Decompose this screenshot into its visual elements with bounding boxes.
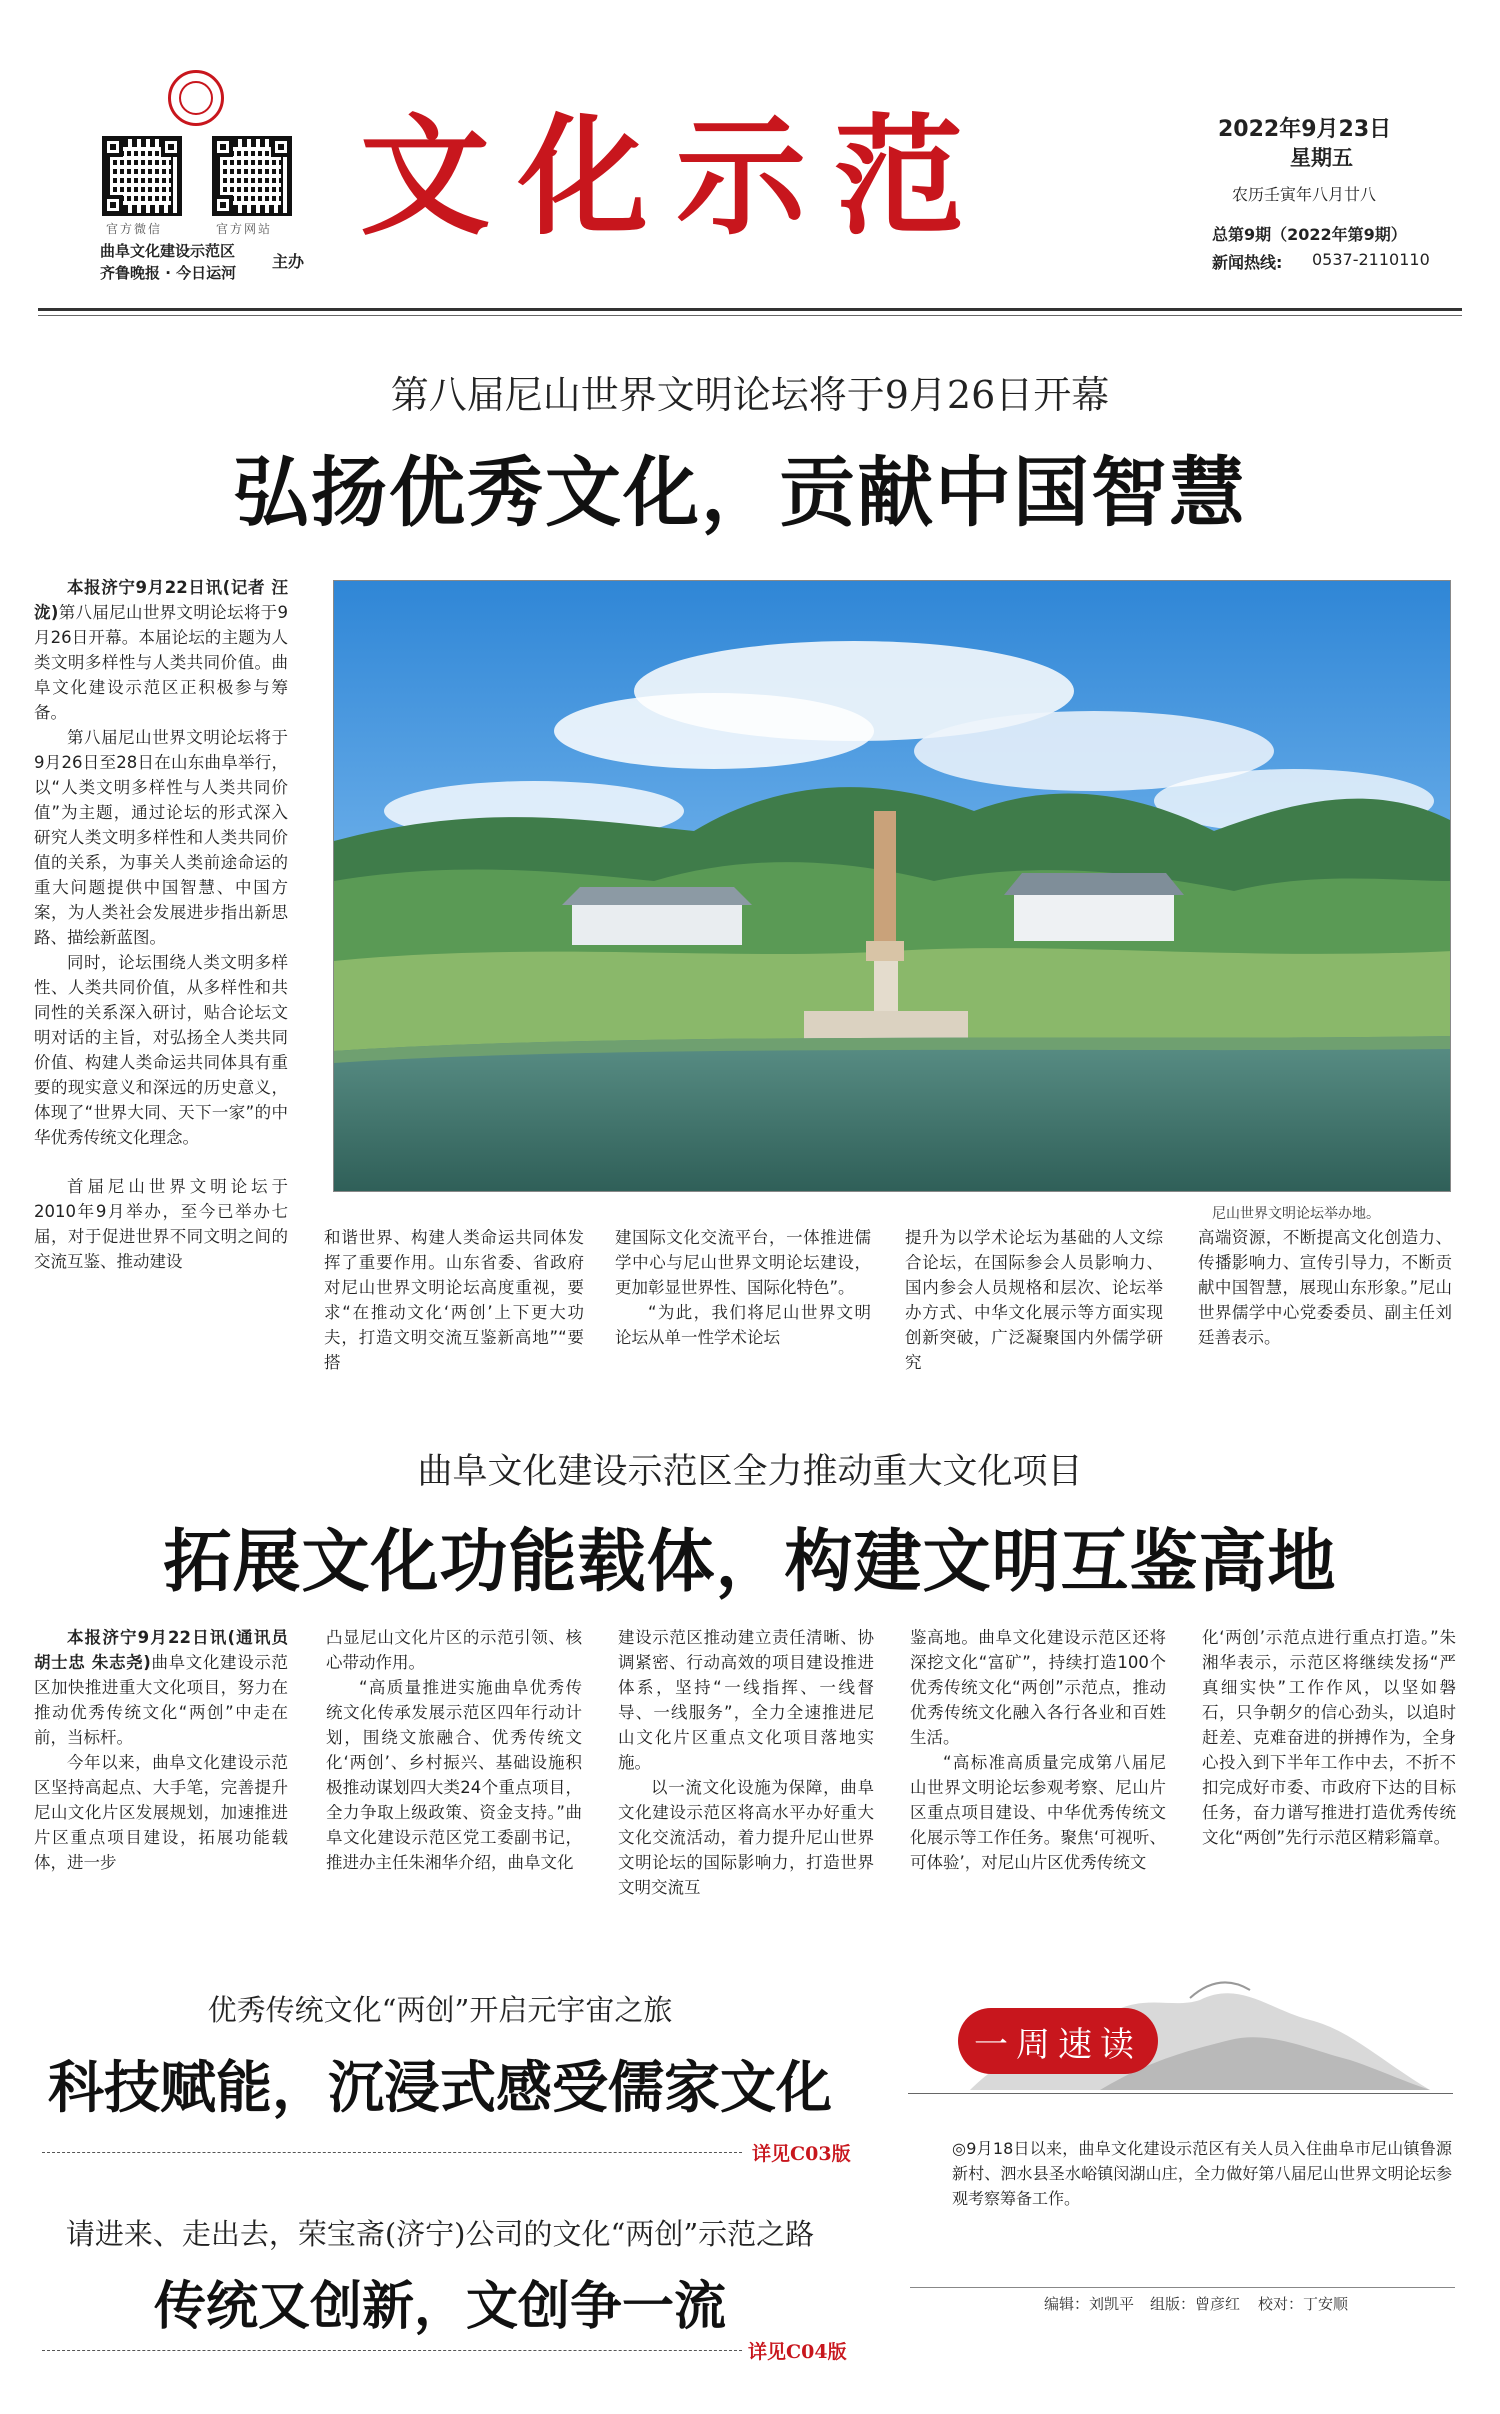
promo2-kicker: 请进来、走出去，荣宝斋(济宁)公司的文化“两创”示范之路 — [65, 2217, 815, 2251]
story1-para-1: 第八届尼山世界文明论坛将于9月26日开幕。本届论坛的主题为人类文明多样性与人类共同价值。曲阜文化建设示范区正积极参与筹备。 — [34, 603, 288, 722]
story1-para-2: 第八届尼山世界文明论坛将于9月26日至28日在山东曲阜举行，以“人类文明多样性与人类共同价值”为主题，通过论坛的形式深入研究人类文明多样性和人类共同价值的关系，为事关人类前途命运的重大问题提供中国智慧、中国方案，为人类社会发展进步指出新思路、描绘新蓝图。 — [34, 728, 288, 947]
story2-kicker: 曲阜文化建设示范区全力推动重大文化项目 — [417, 1452, 1083, 1492]
story1-col4-text: 提升为以学术论坛为基础的人文综合论坛，在国际参会人员影响力、国内参会人员规格和层次、论坛举办方式、中华文化展示等方面实现创新突破，广泛凝聚国内外儒学研究 — [905, 1228, 1163, 1372]
story2-c2b: “高质量推进实施曲阜优秀传统文化传承发展示范区四年行动计划，围绕文旅融合、优秀传统文化‘两创’、乡村振兴、基础设施积极推动谋划四大类24个重点项目，全力争取上级政策、资金支持。”曲阜文化建设示范区党工委副书记，推进办主任朱湘华介绍，曲阜文化 — [326, 1678, 582, 1872]
story2-column-5 — [1202, 1625, 1456, 1955]
story2-c4b: “高标准高质量完成第八届尼山世界文明论坛参观考察、尼山片区重点项目建设、中华优秀传统文化展示等工作任务。聚焦‘可视听、可体验’，对尼山片区优秀传统文 — [910, 1753, 1166, 1872]
qr-caption-website: 官方网站 — [216, 222, 273, 236]
weekly-item — [952, 2136, 1452, 2216]
qr-caption-wechat: 官方微信 — [106, 222, 163, 236]
story2-c3b: 以一流文化设施为保障，曲阜文化建设示范区将高水平办好重大文化交流活动，着力提升尼山世界文明论坛的国际影响力，打造世界文明交流互 — [618, 1778, 874, 1897]
story2-column-2 — [326, 1625, 582, 1955]
promo1-leader-line — [42, 2152, 742, 2153]
weekly-badge: 一周速读 — [958, 2008, 1158, 2074]
story1-column-5 — [1198, 1225, 1452, 1385]
masthead-title: 文化示范 — [360, 100, 993, 253]
story1-column-3 — [615, 1225, 871, 1385]
qr-code-website-icon[interactable] — [212, 136, 292, 216]
hotline-label: 新闻热线: — [1212, 253, 1283, 272]
story2-c2a: 凸显尼山文化片区的示范引领、核心带动作用。 — [326, 1628, 582, 1672]
qr-code-wechat-icon[interactable] — [102, 136, 182, 216]
forum-venue-photo — [333, 580, 1451, 1192]
masthead-rule-thin — [38, 315, 1462, 316]
story1-para-3: 同时，论坛围绕人类文明多样性、人类共同价值，从多样性和共同性的关系深入研讨，贴合论坛文明对话的主旨，对弘扬全人类共同价值、构建人类命运共同体具有重要的现实意义和深远的历史意义，体现了“世界大同、天下一家”的中华优秀传统文化理念。 — [34, 953, 288, 1147]
weekly-item-text: ◎9月18日以来，曲阜文化建设示范区有关人员入住曲阜市尼山镇鲁源新村、泗水县圣水峪镇闵湖山庄，全力做好第八届尼山世界文明论坛参观考察筹备工作。 — [952, 2139, 1452, 2208]
story2-column-1 — [34, 1625, 288, 1955]
issue-number: 总第9期（2022年第9期） — [1212, 225, 1407, 244]
promo1-see-page-link[interactable]: 详见C03版 — [752, 2143, 851, 2165]
host-org-2: 齐鲁晚报 · 今日运河 — [100, 264, 237, 282]
story1-col3-text-a: 建国际文化交流平台，一体推进儒学中心与尼山世界文明论坛建设，更加彰显世界性、国际化特色”。 — [615, 1228, 871, 1297]
issue-date: 2022年9月23日 — [1218, 117, 1392, 142]
story1-headline: 弘扬优秀文化，贡献中国智慧 — [233, 448, 1247, 537]
host-org-1: 曲阜文化建设示范区 — [100, 242, 236, 260]
story2-c4a: 鉴高地。曲阜文化建设示范区还将深挖文化“富矿”，持续打造100个优秀传统文化“两创”示范点，推动优秀传统文化融入各行各业和百姓生活。 — [910, 1628, 1166, 1747]
story1-col5-text: 高端资源，不断提高文化创造力、传播影响力、宣传引导力，不断贡献中国智慧，展现山东形象。”尼山世界儒学中心党委委员、副主任刘廷善表示。 — [1198, 1228, 1452, 1347]
story2-c5: 化‘两创’示范点进行重点打造。”朱湘华表示，示范区将继续发扬“严真细实快”工作作风，以坚如磐石，只争朝夕的信心劲头，以追时赶差、克难奋进的拼搏作为，全身心投入到下半年工作中去，不折不扣完成好市委、市政府下达的目标任务，奋力谱写推进打造优秀传统文化“两创”先行示范区精彩篇章。 — [1202, 1628, 1456, 1847]
photo-caption: 尼山世界文明论坛举办地。 — [1212, 1206, 1380, 1222]
story2-dateline: 本报济宁9月22日讯(通讯员 胡士忠 朱志尧) — [34, 1628, 288, 1672]
promo1-headline: 科技赋能，沉浸式感受儒家文化 — [48, 2055, 832, 2121]
credits-rule — [910, 2287, 1455, 2288]
story1-col2-text: 和谐世界、构建人类命运共同体发挥了重要作用。山东省委、省政府对尼山世界文明论坛高度重视，要求“在推动文化‘两创’上下更大功夫，打造文明交流互鉴新高地”“要搭 — [324, 1228, 584, 1372]
promo2-leader-line — [42, 2350, 742, 2351]
hotline-number: 0537-2110110 — [1312, 250, 1430, 269]
story2-c1b: 今年以来，曲阜文化建设示范区坚持高起点、大手笔，完善提升尼山文化片区发展规划，加速推进片区重点项目建设，拓展功能载体，进一步 — [34, 1753, 288, 1872]
promo2-see-page-link[interactable]: 详见C04版 — [748, 2341, 847, 2363]
story1-kicker: 第八届尼山世界文明论坛将于9月26日开幕 — [390, 373, 1110, 417]
story1-para-4: 首届尼山世界文明论坛于2010年9月举办，至今已举办七届，对于促进世界不同文明之间的交流互鉴、推动建设 — [34, 1177, 288, 1271]
host-label: 主办 — [272, 252, 305, 271]
forum-venue-photo-illustration — [334, 581, 1451, 1192]
credit-proofreader: 校对：丁安顺 — [1258, 2295, 1349, 2313]
story2-column-3 — [618, 1625, 874, 1955]
story2-c1a: 曲阜文化建设示范区加快推进重大文化项目，努力在推动优秀传统文化“两创”中走在前，当标杆。 — [34, 1653, 288, 1747]
story2-column-4 — [910, 1625, 1166, 1955]
story1-column-1 — [34, 575, 288, 1385]
story2-c3a: 建设示范区推动建立责任清晰、协调紧密、行动高效的项目建设推进体系，坚持“一线指挥、一线督导、一线服务”，全力全速推进尼山文化片区重点文化项目落地实施。 — [618, 1628, 874, 1772]
issue-weekday: 星期五 — [1290, 146, 1353, 170]
story2-headline: 拓展文化功能载体，构建文明互鉴高地 — [163, 1522, 1337, 1602]
lunar-date: 农历壬寅年八月廿八 — [1232, 185, 1377, 204]
masthead-rule — [38, 308, 1462, 311]
story1-dateline: 本报济宁9月22日讯(记者 汪泷) — [34, 578, 288, 622]
story1-column-4 — [905, 1225, 1163, 1385]
credit-layout: 组版：曾彦红 — [1150, 2295, 1241, 2313]
story1-col3-text-b: “为此，我们将尼山世界文明论坛从单一性学术论坛 — [615, 1303, 871, 1347]
publisher-seal-icon — [168, 70, 224, 126]
promo2-headline: 传统又创新，文创争一流 — [153, 2276, 726, 2337]
weekly-rule — [908, 2093, 1453, 2094]
story1-column-2 — [324, 1225, 584, 1385]
promo1-kicker: 优秀传统文化“两创”开启元宇宙之旅 — [207, 1993, 673, 2027]
credit-editor: 编辑：刘凯平 — [1044, 2295, 1135, 2313]
